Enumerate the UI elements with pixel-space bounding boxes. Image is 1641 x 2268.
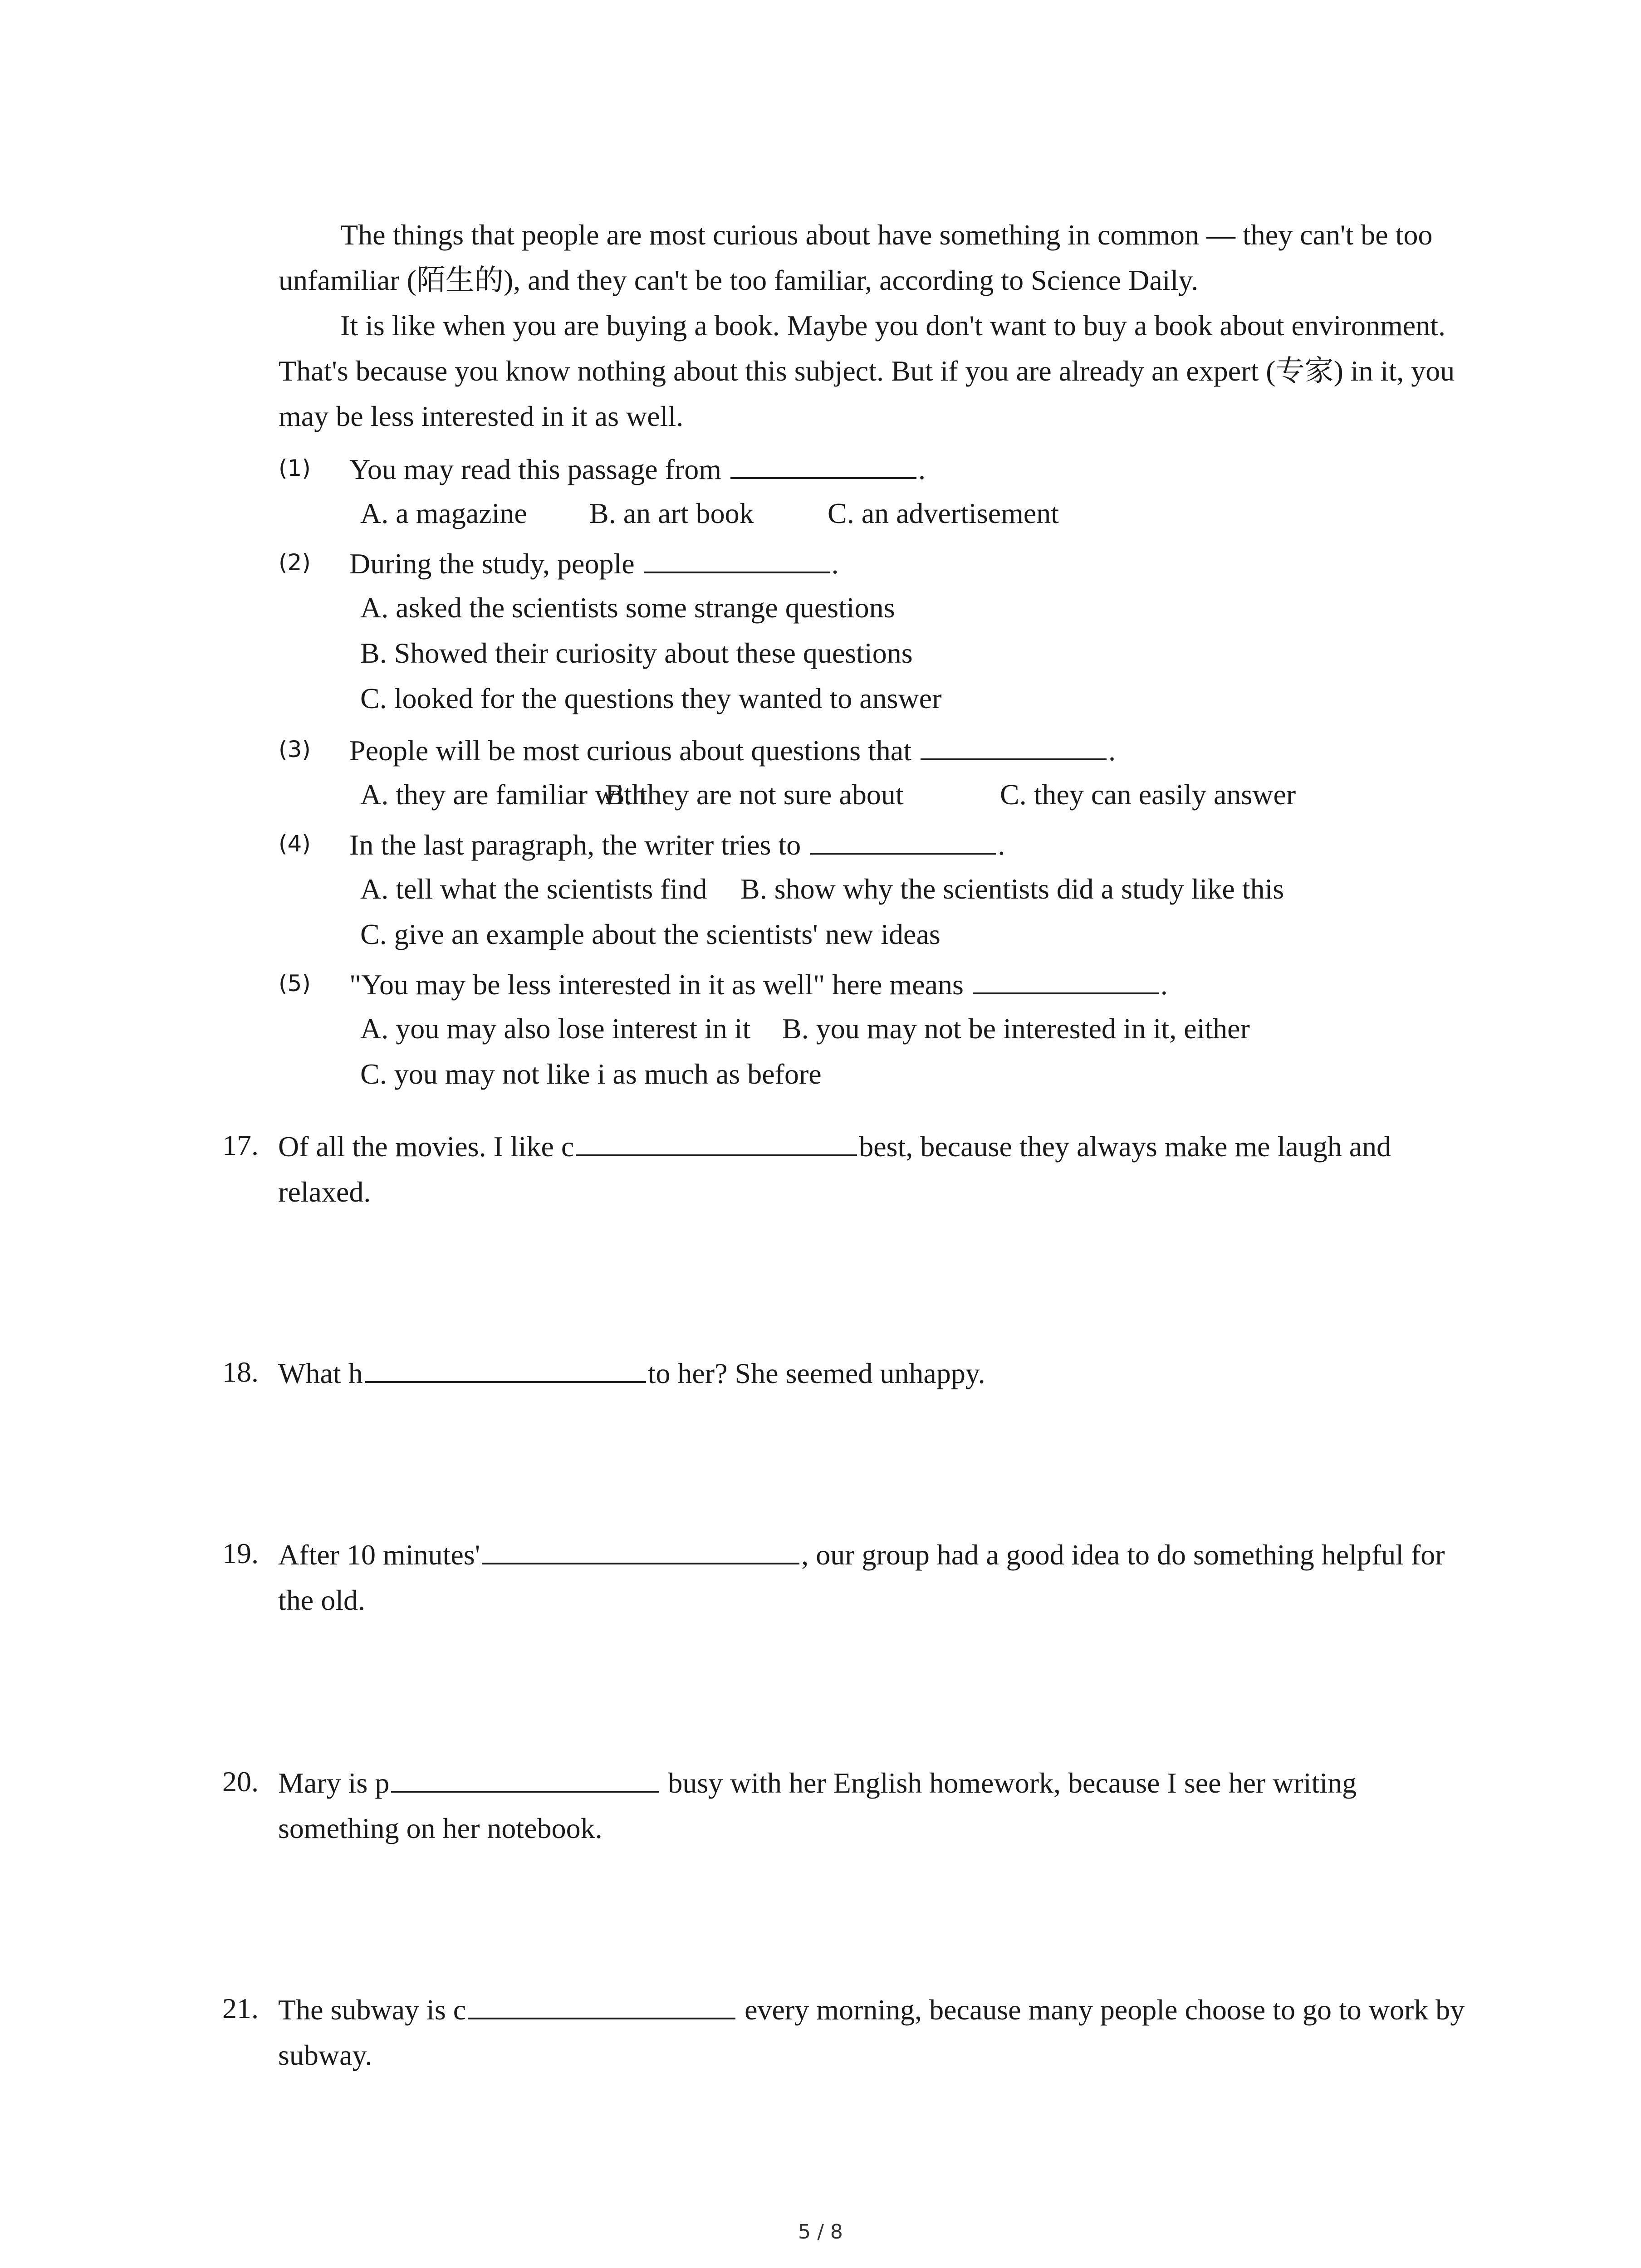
passage-paragraph-1: The things that people are most curious about have something in common — they can't be too unfamiliar (陌生的), and they can't be too familiar, according to Science Daily.: [279, 219, 1433, 296]
option-b: B. an art book: [589, 497, 754, 529]
answer-blank[interactable]: [576, 1123, 857, 1156]
answer-blank[interactable]: [730, 445, 916, 479]
option-c: C. they can easily answer: [1000, 778, 1296, 811]
answer-blank[interactable]: [921, 727, 1107, 760]
option-c: C. an advertisement: [828, 497, 1059, 529]
question-sentence: What h to her? She seemed unhappy.: [278, 1349, 1467, 1396]
answer-blank[interactable]: [810, 821, 996, 855]
question-number: 19.: [222, 1537, 259, 1569]
question-number: 18.: [222, 1356, 259, 1388]
page-number: 5 / 8: [798, 2220, 843, 2244]
option-a: A. tell what the scientists find: [360, 873, 707, 905]
question-stem: You may read this passage from .: [349, 445, 926, 492]
passage: [279, 212, 1467, 439]
question-sentence: The subway is c every morning, because many people choose to go to work by subway.: [278, 1986, 1467, 2078]
option-b: B. Showed their curiosity about these questions: [360, 637, 913, 669]
question-number: 20.: [222, 1765, 259, 1798]
answer-blank[interactable]: [482, 1531, 799, 1564]
option-b: B. show why the scientists did a study like this: [740, 873, 1284, 905]
question-number: (3): [279, 736, 311, 763]
option-a: A. you may also lose interest in it: [360, 1012, 751, 1045]
option-c: C. you may not like i as much as before: [360, 1058, 822, 1090]
answer-blank[interactable]: [391, 1759, 659, 1793]
option-c: C. give an example about the scientists' new ideas: [360, 918, 941, 950]
answer-blank[interactable]: [973, 961, 1159, 994]
question-stem: People will be most curious about questions that .: [349, 727, 1116, 773]
passage-paragraph-2: It is like when you are buying a book. Maybe you don't want to buy a book about environment. That's because you know nothing about this subject. But if you are already an expert (专家) in it, you may be less interested in it as well.: [279, 309, 1455, 432]
answer-blank[interactable]: [468, 1986, 735, 2019]
question-number: (2): [279, 549, 311, 576]
question-number: (5): [279, 970, 311, 997]
option-a: A. they are familiar with: [360, 778, 647, 811]
option-c: C. looked for the questions they wanted to answer: [360, 682, 942, 714]
question-sentence: After 10 minutes' , our group had a good idea to do something helpful for the old.: [278, 1531, 1467, 1623]
question-number: (4): [279, 831, 311, 857]
answer-blank[interactable]: [365, 1349, 646, 1383]
question-stem: In the last paragraph, the writer tries to .: [349, 821, 1005, 868]
question-sentence: Mary is p busy with her English homework, because I see her writing something on her notebook.: [278, 1759, 1467, 1851]
answer-blank[interactable]: [644, 540, 830, 573]
option-a: A. asked the scientists some strange questions: [360, 591, 895, 624]
question-number: (1): [279, 455, 311, 481]
option-b: B. you may not be interested in it, either: [782, 1012, 1250, 1045]
option-b: B. they are not sure about: [605, 778, 904, 811]
question-stem: During the study, people .: [349, 540, 839, 587]
question-number: 17.: [222, 1129, 259, 1161]
option-a: A. a magazine: [360, 497, 527, 529]
question-number: 21.: [222, 1992, 259, 2024]
question-stem: "You may be less interested in it as well" here means .: [349, 961, 1168, 1007]
question-sentence: Of all the movies. I like c best, because they always make me laugh and relaxed.: [278, 1123, 1467, 1215]
